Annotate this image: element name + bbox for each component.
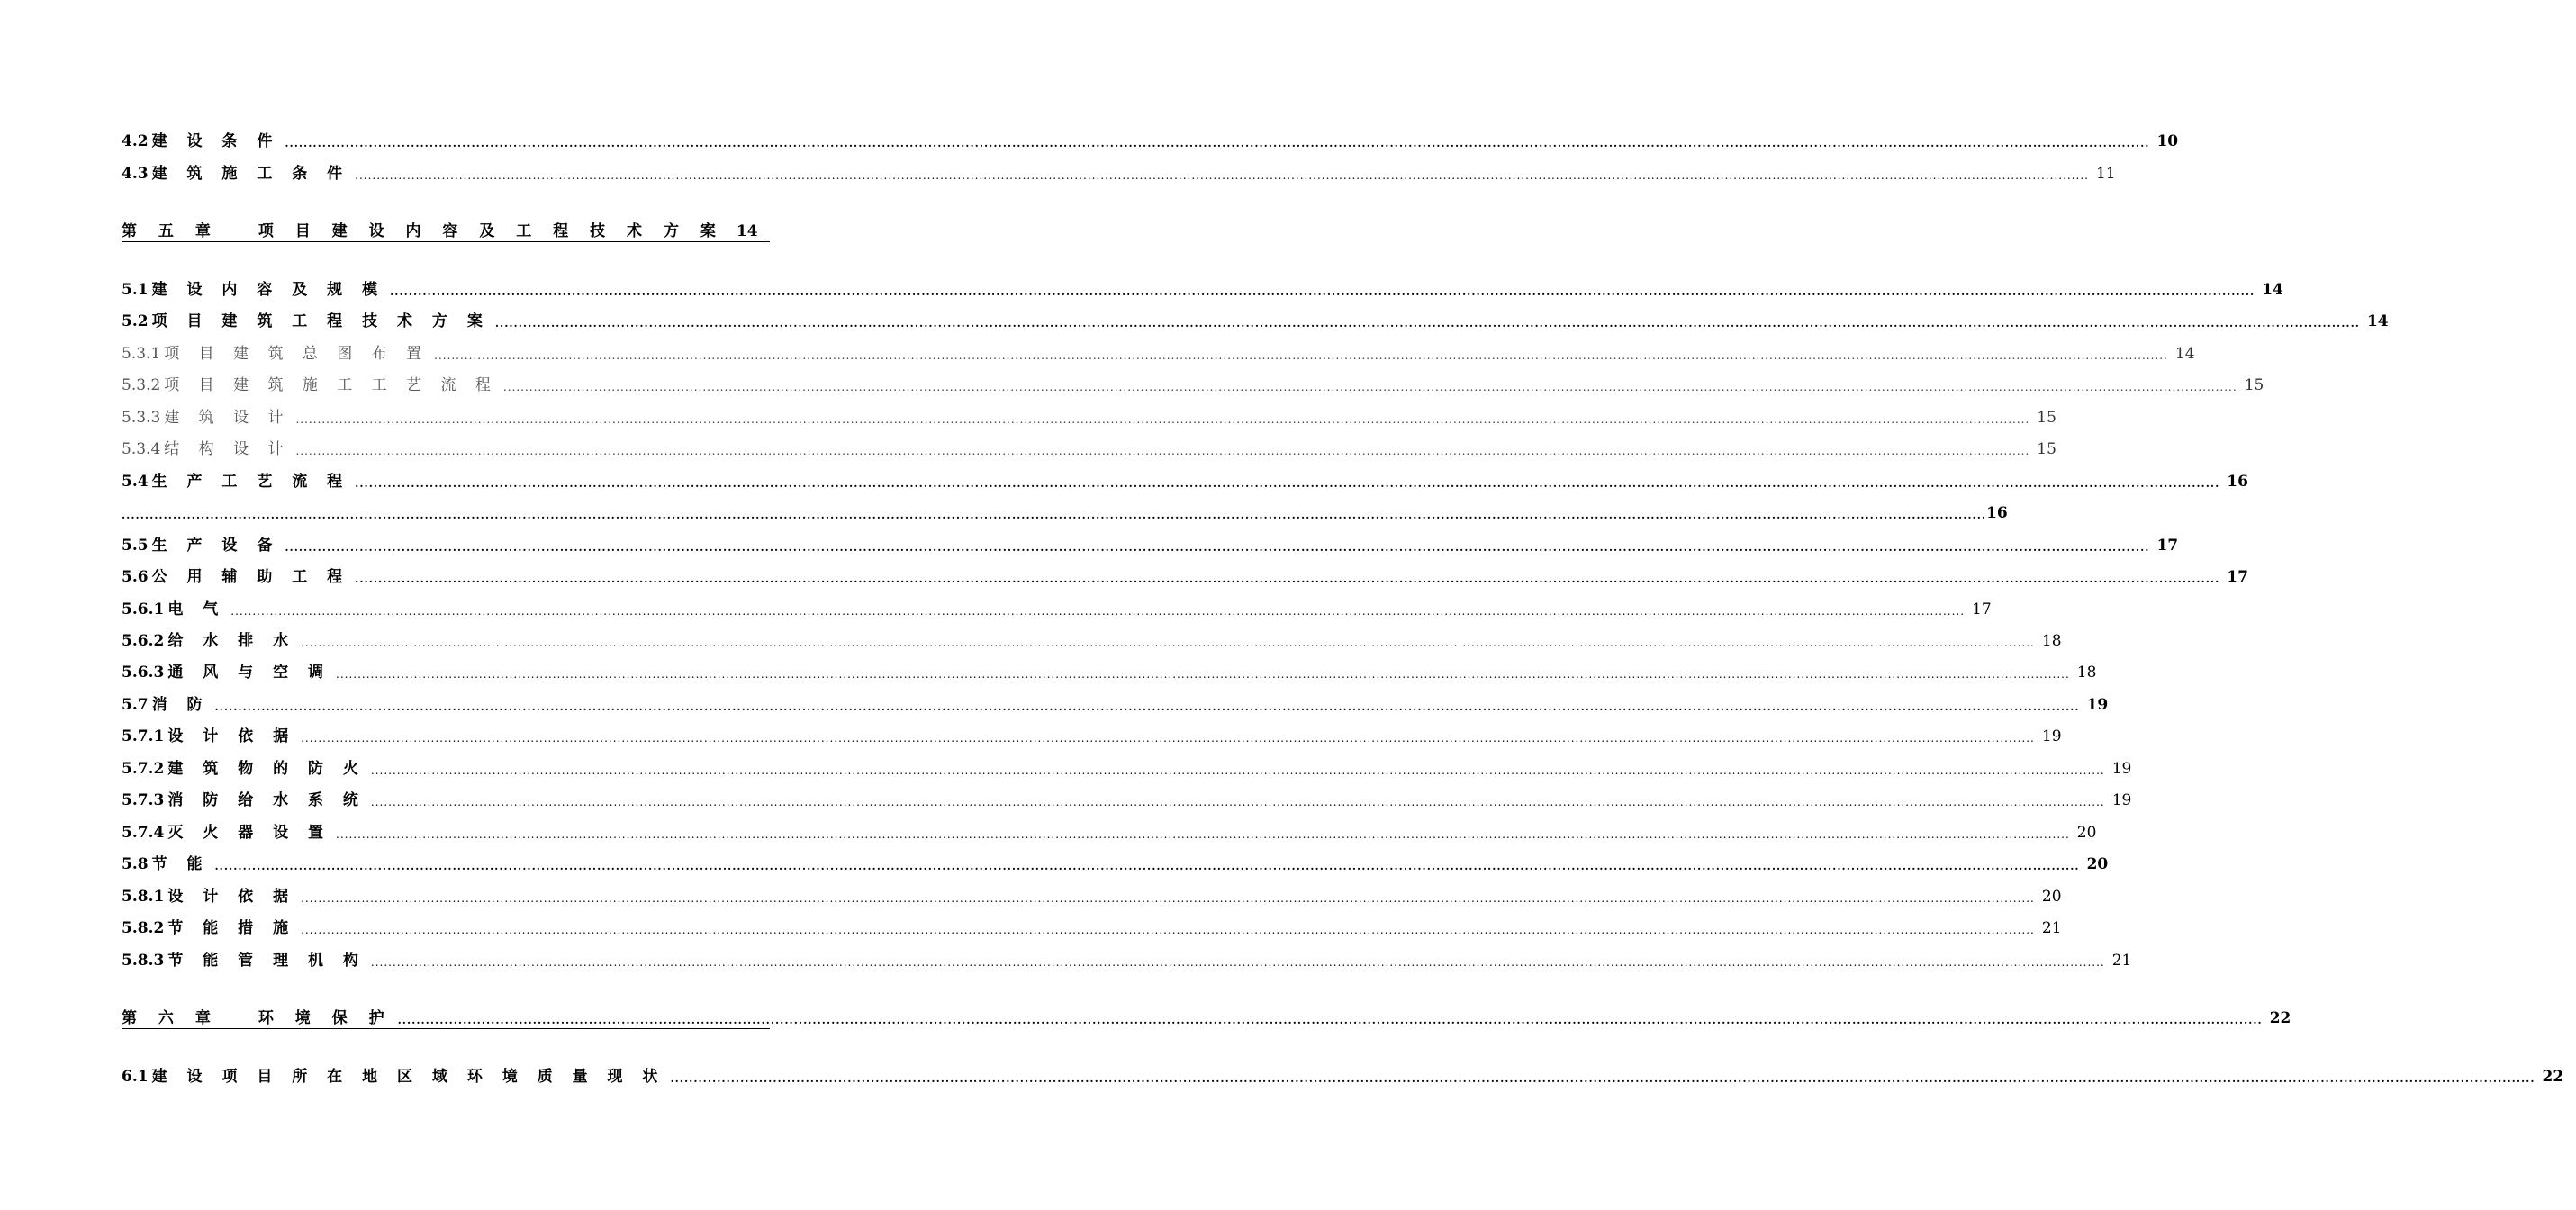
toc-page-number: 15 <box>2244 376 2264 394</box>
toc-number: 第 五 章 <box>122 222 219 240</box>
toc-page-number: 22 <box>2542 1068 2564 1086</box>
toc-page-number: 15 <box>2037 440 2056 458</box>
toc-page-number: 17 <box>1972 600 1992 619</box>
toc-page-number: 20 <box>2076 824 2097 842</box>
toc-entry[interactable] <box>122 532 2179 555</box>
toc-number: 5.7 <box>122 696 149 714</box>
toc-leader-dots: ................................................................................................................................................................................................................................................................................................................................................................................................................ <box>214 860 2080 872</box>
toc-title: 设 计 依 据 <box>167 888 296 906</box>
toc-title: 设 计 依 据 <box>167 727 296 745</box>
toc-label <box>122 567 349 587</box>
toc-leader-dots: ................................................................................................................................................................................................................................................................................................................................................................................................................ <box>214 700 2080 713</box>
toc-title: 建 设 内 容 及 规 模 <box>151 281 385 299</box>
toc-label <box>122 759 366 779</box>
toc-number: 5.7.2 <box>122 760 165 778</box>
toc-page-number: 16 <box>1986 504 2008 522</box>
toc-leader-dots: ................................................................................................................................................................................................................................................................................................................................................................................................................ <box>301 924 2035 936</box>
toc-number: 5.3.4 <box>122 440 161 458</box>
toc-label <box>122 823 330 843</box>
toc-leader-dots: ................................................................................................................................................................................................................................................................................................................................................................................................................ <box>434 349 2168 362</box>
toc-page-number: 11 <box>2095 165 2116 183</box>
toc-label <box>122 472 349 492</box>
toc-number: 5.6 <box>122 568 149 586</box>
toc-leader-dots: ................................................................................................................................................................................................................................................................................................................................................................................................................ <box>355 169 2089 182</box>
toc-label <box>122 1008 393 1028</box>
toc-entry[interactable] <box>122 340 2195 364</box>
toc-entry[interactable] <box>122 691 2109 715</box>
toc-title: 建 设 条 件 <box>151 132 280 150</box>
toc-label <box>122 600 225 619</box>
toc-title: 项 目 建 设 内 容 及 工 程 技 术 方 案 <box>258 222 724 240</box>
toc-number: 5.5 <box>122 537 149 555</box>
toc-number: 5.8.3 <box>122 952 165 970</box>
toc-title: 节 能 措 施 <box>167 919 296 937</box>
toc-entry[interactable] <box>122 755 2132 779</box>
toc-entry[interactable] <box>122 659 2097 682</box>
toc-label <box>122 536 279 555</box>
toc-leader-dots: ................................................................................................................................................................................................................................................................................................................................................................................................................ <box>370 956 2105 969</box>
toc-page-number: 21 <box>2111 952 2132 970</box>
toc-page-number: 19 <box>2086 696 2109 714</box>
toc-entry[interactable] <box>122 276 2283 300</box>
toc-leader-dots: ................................................................................................................................................................................................................................................................................................................................................................................................................ <box>285 541 2150 554</box>
toc-number: 4.3 <box>122 165 149 183</box>
toc-page-number: 14 <box>736 222 758 240</box>
toc-title: 公 用 辅 助 工 程 <box>151 568 350 586</box>
toc-page-number: 16 <box>2227 473 2248 491</box>
toc-entry[interactable] <box>122 787 2132 810</box>
toc-chapter-entry[interactable] <box>122 218 770 242</box>
toc-title: 通 风 与 空 调 <box>167 664 331 682</box>
toc-title: 建 筑 物 的 防 火 <box>167 760 366 778</box>
toc-leader-dots: ................................................................................................................................................................................................................................................................................................................................................................................................................ <box>355 573 2220 585</box>
toc-label <box>122 375 498 395</box>
toc-label <box>122 854 210 874</box>
toc-title: 消 防 给 水 系 统 <box>167 791 366 809</box>
toc-label <box>122 131 279 151</box>
toc-label <box>122 631 295 651</box>
toc-label <box>122 695 210 715</box>
toc-label <box>122 790 366 810</box>
toc-page-number: 22 <box>2269 1009 2291 1027</box>
toc-leader-dots: ................................................................................................................................................................................................................................................................................................................................................................................................................ <box>285 137 2150 149</box>
toc-entry[interactable] <box>122 436 2056 459</box>
toc-page-number: 20 <box>2041 888 2062 906</box>
toc-page-number: 14 <box>2174 345 2195 363</box>
toc-page-number: 10 <box>2156 132 2179 150</box>
toc-number: 5.7.1 <box>122 727 165 745</box>
toc-number: 5.3.2 <box>122 376 161 394</box>
toc-entry[interactable] <box>122 500 2008 523</box>
toc-page-number: 15 <box>2037 409 2056 427</box>
toc-leader-dots: ................................................................................................................................................................................................................................................................................................................................................................................................................ <box>230 605 1966 618</box>
toc-title: 项 目 建 筑 工 程 技 术 方 案 <box>151 312 490 330</box>
toc-leader-dots: ................................................................................................................................................................................................................................................................................................................................................................................................................ <box>301 637 2035 649</box>
toc-number: 5.3.3 <box>122 409 161 427</box>
toc-number: 5.3.1 <box>122 345 161 363</box>
toc-number: 5.8.2 <box>122 919 165 937</box>
toc-label <box>122 221 724 241</box>
toc-page-number: 19 <box>2111 760 2132 778</box>
toc-number: 5.8.1 <box>122 888 165 906</box>
toc-title: 结 构 设 计 <box>164 440 291 458</box>
toc-number: 5.6.2 <box>122 632 165 650</box>
toc-chapter-entry[interactable] <box>122 1005 2291 1029</box>
toc-label <box>122 663 330 682</box>
toc-number: 6.1 <box>122 1068 149 1086</box>
toc-number: 5.4 <box>122 473 149 491</box>
toc-page-number: 19 <box>2111 791 2132 809</box>
toc-title: 生 产 工 艺 流 程 <box>151 473 350 491</box>
toc-entry[interactable] <box>122 723 2062 746</box>
toc-leader-dots: ................................................................................................................................................................................................................................................................................................................................................................................................................ <box>397 1014 2263 1026</box>
toc-title: 节 能 <box>151 855 210 873</box>
toc-title: 建 筑 施 工 条 件 <box>151 165 350 183</box>
toc-page-number: 17 <box>2156 537 2179 555</box>
toc-leader-dots: ................................................................................................................................................................................................................................................................................................................................................................................................................ <box>370 764 2105 777</box>
toc-label <box>122 344 429 364</box>
toc-entry[interactable] <box>122 628 2062 651</box>
toc-title: 灭 火 器 设 置 <box>167 824 331 842</box>
toc-number: 第 六 章 <box>122 1009 219 1027</box>
toc-number: 5.6.3 <box>122 664 165 682</box>
toc-number: 5.7.3 <box>122 791 165 809</box>
toc-page-number: 17 <box>2227 568 2248 586</box>
toc-leader-dots: ................................................................................................................................................................................................................................................................................................................................................................................................................ <box>336 828 2070 841</box>
toc-entry[interactable] <box>122 468 2248 492</box>
toc-leader-dots: ................................................................................................................................................................................................................................................................................................................................................................................................................ <box>301 892 2035 905</box>
toc-label <box>122 164 349 184</box>
toc-title: 电 气 <box>167 600 226 619</box>
toc-leader-dots: ................................................................................................................................................................................................................................................................................................................................................................................................................ <box>670 1072 2535 1085</box>
toc-title: 项 目 建 筑 总 图 布 置 <box>164 345 429 363</box>
toc-number: 5.6.1 <box>122 600 165 619</box>
toc-label <box>122 280 384 300</box>
toc-entry[interactable] <box>122 404 2056 428</box>
toc-page-number: 21 <box>2041 919 2062 937</box>
toc-label <box>122 408 290 428</box>
toc-leader-dots: ................................................................................................................................................................................................................................................................................................................................................................................................................ <box>295 445 2030 457</box>
toc-entry[interactable] <box>122 128 2179 151</box>
toc-number: 5.1 <box>122 281 149 299</box>
toc-number: 5.2 <box>122 312 149 330</box>
toc-leader-dots: ................................................................................................................................................................................................................................................................................................................................................................................................................ <box>370 796 2105 808</box>
toc-leader-dots: ................................................................................................................................................................................................................................................................................................................................................................................................................ <box>336 668 2070 681</box>
toc-leader-dots: ................................................................................................................................................................................................................................................................................................................................................................................................................ <box>355 477 2220 490</box>
toc-label <box>122 439 290 459</box>
toc-label <box>122 727 295 746</box>
toc-title: 建 设 项 目 所 在 地 区 域 环 境 质 量 现 状 <box>151 1068 665 1086</box>
toc-page-number: 20 <box>2086 855 2109 873</box>
toc-page-number: 18 <box>2076 664 2097 682</box>
toc-title: 节 能 管 理 机 构 <box>167 952 366 970</box>
toc-page-number: 19 <box>2041 727 2062 745</box>
toc-entry[interactable] <box>122 160 2116 184</box>
toc-title: 项 目 建 筑 施 工 工 艺 流 程 <box>164 376 498 394</box>
toc-page-number: 14 <box>2366 312 2389 330</box>
toc-entry[interactable] <box>122 308 2389 331</box>
toc-number: 5.7.4 <box>122 824 165 842</box>
toc-label <box>122 312 490 331</box>
toc-page-number: 18 <box>2041 632 2062 650</box>
toc-page-number: 14 <box>2262 281 2283 299</box>
toc-leader-dots: ................................................................................................................................................................................................................................................................................................................................................................................................................ <box>295 413 2030 426</box>
toc-leader-dots: ................................................................................................................................................................................................................................................................................................................................................................................................................ <box>502 381 2237 393</box>
toc-title: 消 防 <box>151 696 210 714</box>
toc-title: 环 境 保 护 <box>258 1009 393 1027</box>
toc-leader-dots: ................................................................................................................................................................................................................................................................................................................................................................................................................ <box>390 285 2255 298</box>
toc-label <box>122 887 295 907</box>
toc-entry[interactable] <box>122 883 2062 907</box>
toc-entry[interactable] <box>122 819 2097 843</box>
toc-label <box>122 1067 664 1087</box>
toc-number: 5.8 <box>122 855 149 873</box>
toc-leader-dots: ................................................................................................................................................................................................................................................................................................................................................................................................................ <box>301 732 2035 745</box>
toc-entry[interactable] <box>122 947 2132 971</box>
toc-label <box>122 918 295 938</box>
toc-entry[interactable] <box>122 915 2062 938</box>
toc-leader-dots: ................................................................................................................................................................................................................................................................................................................................................................................................................ <box>494 317 2360 330</box>
toc-entry[interactable] <box>122 596 1992 619</box>
toc-entry[interactable] <box>122 851 2109 874</box>
toc-entry[interactable] <box>122 564 2248 587</box>
toc-number: 4.2 <box>122 132 149 150</box>
toc-title: 生 产 设 备 <box>151 537 280 555</box>
toc-leader-dots: ................................................................................................................................................................................................................................................................................................................................................................................................................ <box>122 509 1987 521</box>
toc-label <box>122 951 366 971</box>
toc-title: 给 水 排 水 <box>167 632 296 650</box>
toc-entry[interactable] <box>122 372 2264 395</box>
toc-entry[interactable] <box>122 1063 2564 1087</box>
toc-title: 建 筑 设 计 <box>164 409 291 427</box>
